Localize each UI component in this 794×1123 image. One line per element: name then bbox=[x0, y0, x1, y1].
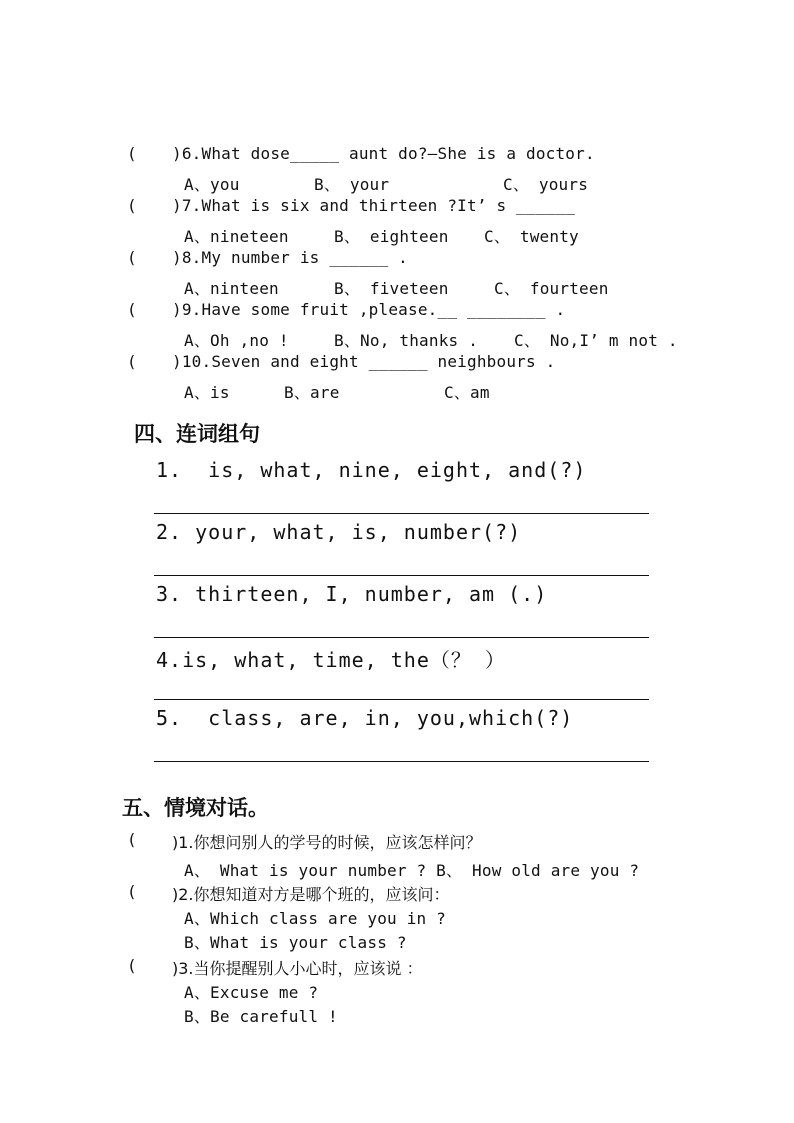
section-4-heading: 四、连词组句 bbox=[134, 422, 260, 446]
question-text: )6.What dose_____ aunt do?—She is a doctor. bbox=[172, 144, 595, 163]
sentence-item: 3. thirteen, I, number, am (.) bbox=[156, 582, 548, 606]
option-a: A、is bbox=[184, 383, 230, 402]
question-paren: ( bbox=[127, 882, 137, 901]
option-b: B、Be carefull ! bbox=[184, 1007, 338, 1026]
question-paren: ( bbox=[127, 300, 137, 319]
option-a: A、you bbox=[184, 175, 240, 194]
answer-line[interactable] bbox=[154, 575, 649, 576]
option-a: A、Oh ,no ! bbox=[184, 331, 289, 350]
question-text: )3.当你提醒别人小心时，应该说 ： bbox=[172, 959, 423, 978]
option-c: C、am bbox=[444, 383, 490, 402]
question-paren: ( bbox=[127, 196, 137, 215]
option-b: B、 fiveteen bbox=[334, 279, 449, 298]
question-paren: ( bbox=[127, 144, 137, 163]
question-text: )9.Have some fruit ,please.__ ________ . bbox=[172, 300, 566, 319]
answer-line[interactable] bbox=[154, 699, 649, 700]
answer-line[interactable] bbox=[154, 513, 649, 514]
answer-line[interactable] bbox=[154, 761, 649, 762]
option-a: A、Which class are you in ? bbox=[184, 909, 447, 928]
question-text: )10.Seven and eight ______ neighbours . bbox=[172, 352, 556, 371]
question-paren: ( bbox=[127, 352, 137, 371]
option-a: A、Excuse me ? bbox=[184, 983, 319, 1002]
option-b: B、 eighteen bbox=[334, 227, 449, 246]
option-c: C、 yours bbox=[503, 175, 589, 194]
option-c: C、 No,I’ m not . bbox=[514, 331, 678, 350]
option-b: B、No, thanks . bbox=[334, 331, 479, 350]
option-a: A、 What is your number ? B、 How old are you ? bbox=[184, 861, 640, 880]
option-c: C、 fourteen bbox=[494, 279, 609, 298]
sentence-item: 2. your, what, is, number(?) bbox=[156, 520, 522, 544]
sentence-item: 5. class, are, in, you,which(?) bbox=[156, 706, 574, 730]
option-a: A、nineteen bbox=[184, 227, 289, 246]
option-c: C、 twenty bbox=[484, 227, 579, 246]
question-text: )8.My number is ______ . bbox=[172, 248, 408, 267]
answer-line[interactable] bbox=[154, 637, 649, 638]
option-b: B、are bbox=[284, 383, 340, 402]
question-text: )1.你想问别人的学号的时候，应该怎样问？ bbox=[172, 833, 482, 852]
option-b: B、 your bbox=[314, 175, 390, 194]
sentence-item: 4.is, what, time, the（？ ） bbox=[156, 648, 506, 672]
question-text: )7.What is six and thirteen ?It’ s ______ bbox=[172, 196, 576, 215]
option-b: B、What is your class ? bbox=[184, 933, 407, 952]
question-paren: ( bbox=[127, 830, 137, 849]
section-5-heading: 五、情境对话。 bbox=[122, 796, 269, 820]
question-paren: ( bbox=[127, 248, 137, 267]
question-text: )2.你想知道对方是哪个班的，应该问： bbox=[172, 885, 450, 904]
question-paren: ( bbox=[127, 956, 137, 975]
option-a: A、ninteen bbox=[184, 279, 279, 298]
sentence-item: 1. is, what, nine, eight, and(?) bbox=[156, 458, 587, 482]
